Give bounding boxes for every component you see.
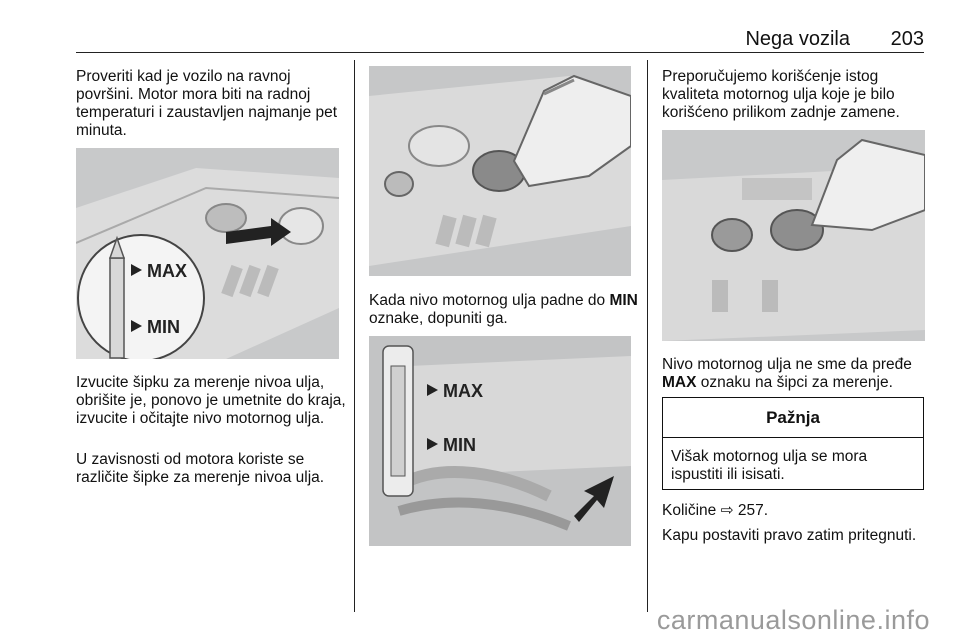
header-rule bbox=[76, 52, 924, 53]
watermark: carmanualsonline.info bbox=[656, 605, 930, 635]
oil-refill-illustration bbox=[369, 66, 631, 276]
oil-pour-illustration bbox=[662, 130, 925, 341]
min-mark-label: MIN bbox=[147, 317, 180, 337]
page-header bbox=[76, 28, 924, 50]
caution-text: Višak motornog ulja se mora ispustiti ili isisati. bbox=[671, 448, 868, 483]
section-title: Nega vozila bbox=[745, 28, 850, 50]
caution-title: Pažnja bbox=[663, 398, 923, 438]
column-divider-1 bbox=[354, 60, 355, 612]
dipstick-instruction: Izvucite šipku za merenje nivoa ulja, obrišite je, ponovo je umetnite do kraja, izvucite i očitajte nivo motornog ulja. bbox=[76, 374, 346, 427]
dipstick-illustration bbox=[76, 148, 339, 359]
page-ref-link[interactable]: 257. bbox=[737, 502, 769, 519]
max-mark-label: MAX bbox=[147, 261, 187, 281]
column-divider-2 bbox=[647, 60, 648, 612]
engine-variant-note: U zavisnosti od motora koriste se različite šipke za merenje nivoa ulja. bbox=[76, 451, 325, 486]
overfill-warning: Nivo motornog ulja ne sme da pređe MAX oznaku na šipci za merenje. bbox=[662, 356, 912, 391]
intro-paragraph: Proveriti kad je vozilo na ravnoj površini. Motor mora biti na radnoj temperaturi i zaustavljen najmanje pet minuta. bbox=[76, 68, 338, 139]
caution-box bbox=[662, 397, 924, 490]
quantities-reference: Količine ⇨ 257. bbox=[662, 502, 769, 519]
min-mark-label-2: MIN bbox=[443, 435, 476, 455]
page-number: 203 bbox=[890, 28, 924, 50]
page-ref-arrow-icon: ⇨ bbox=[720, 502, 734, 519]
oil-quality-note: Preporučujemo korišćenje istog kvaliteta motornog ulja koje je bilo korišćeno prilikom zadnje zamene. bbox=[662, 68, 900, 121]
max-mark-label-2: MAX bbox=[443, 381, 483, 401]
cap-instruction: Kapu postaviti pravo zatim pritegnuti. bbox=[662, 527, 917, 544]
refill-caption: Kada nivo motornog ulja padne do MIN oznake, dopuniti ga. bbox=[369, 292, 638, 327]
dipstick-location-illustration bbox=[369, 336, 631, 546]
